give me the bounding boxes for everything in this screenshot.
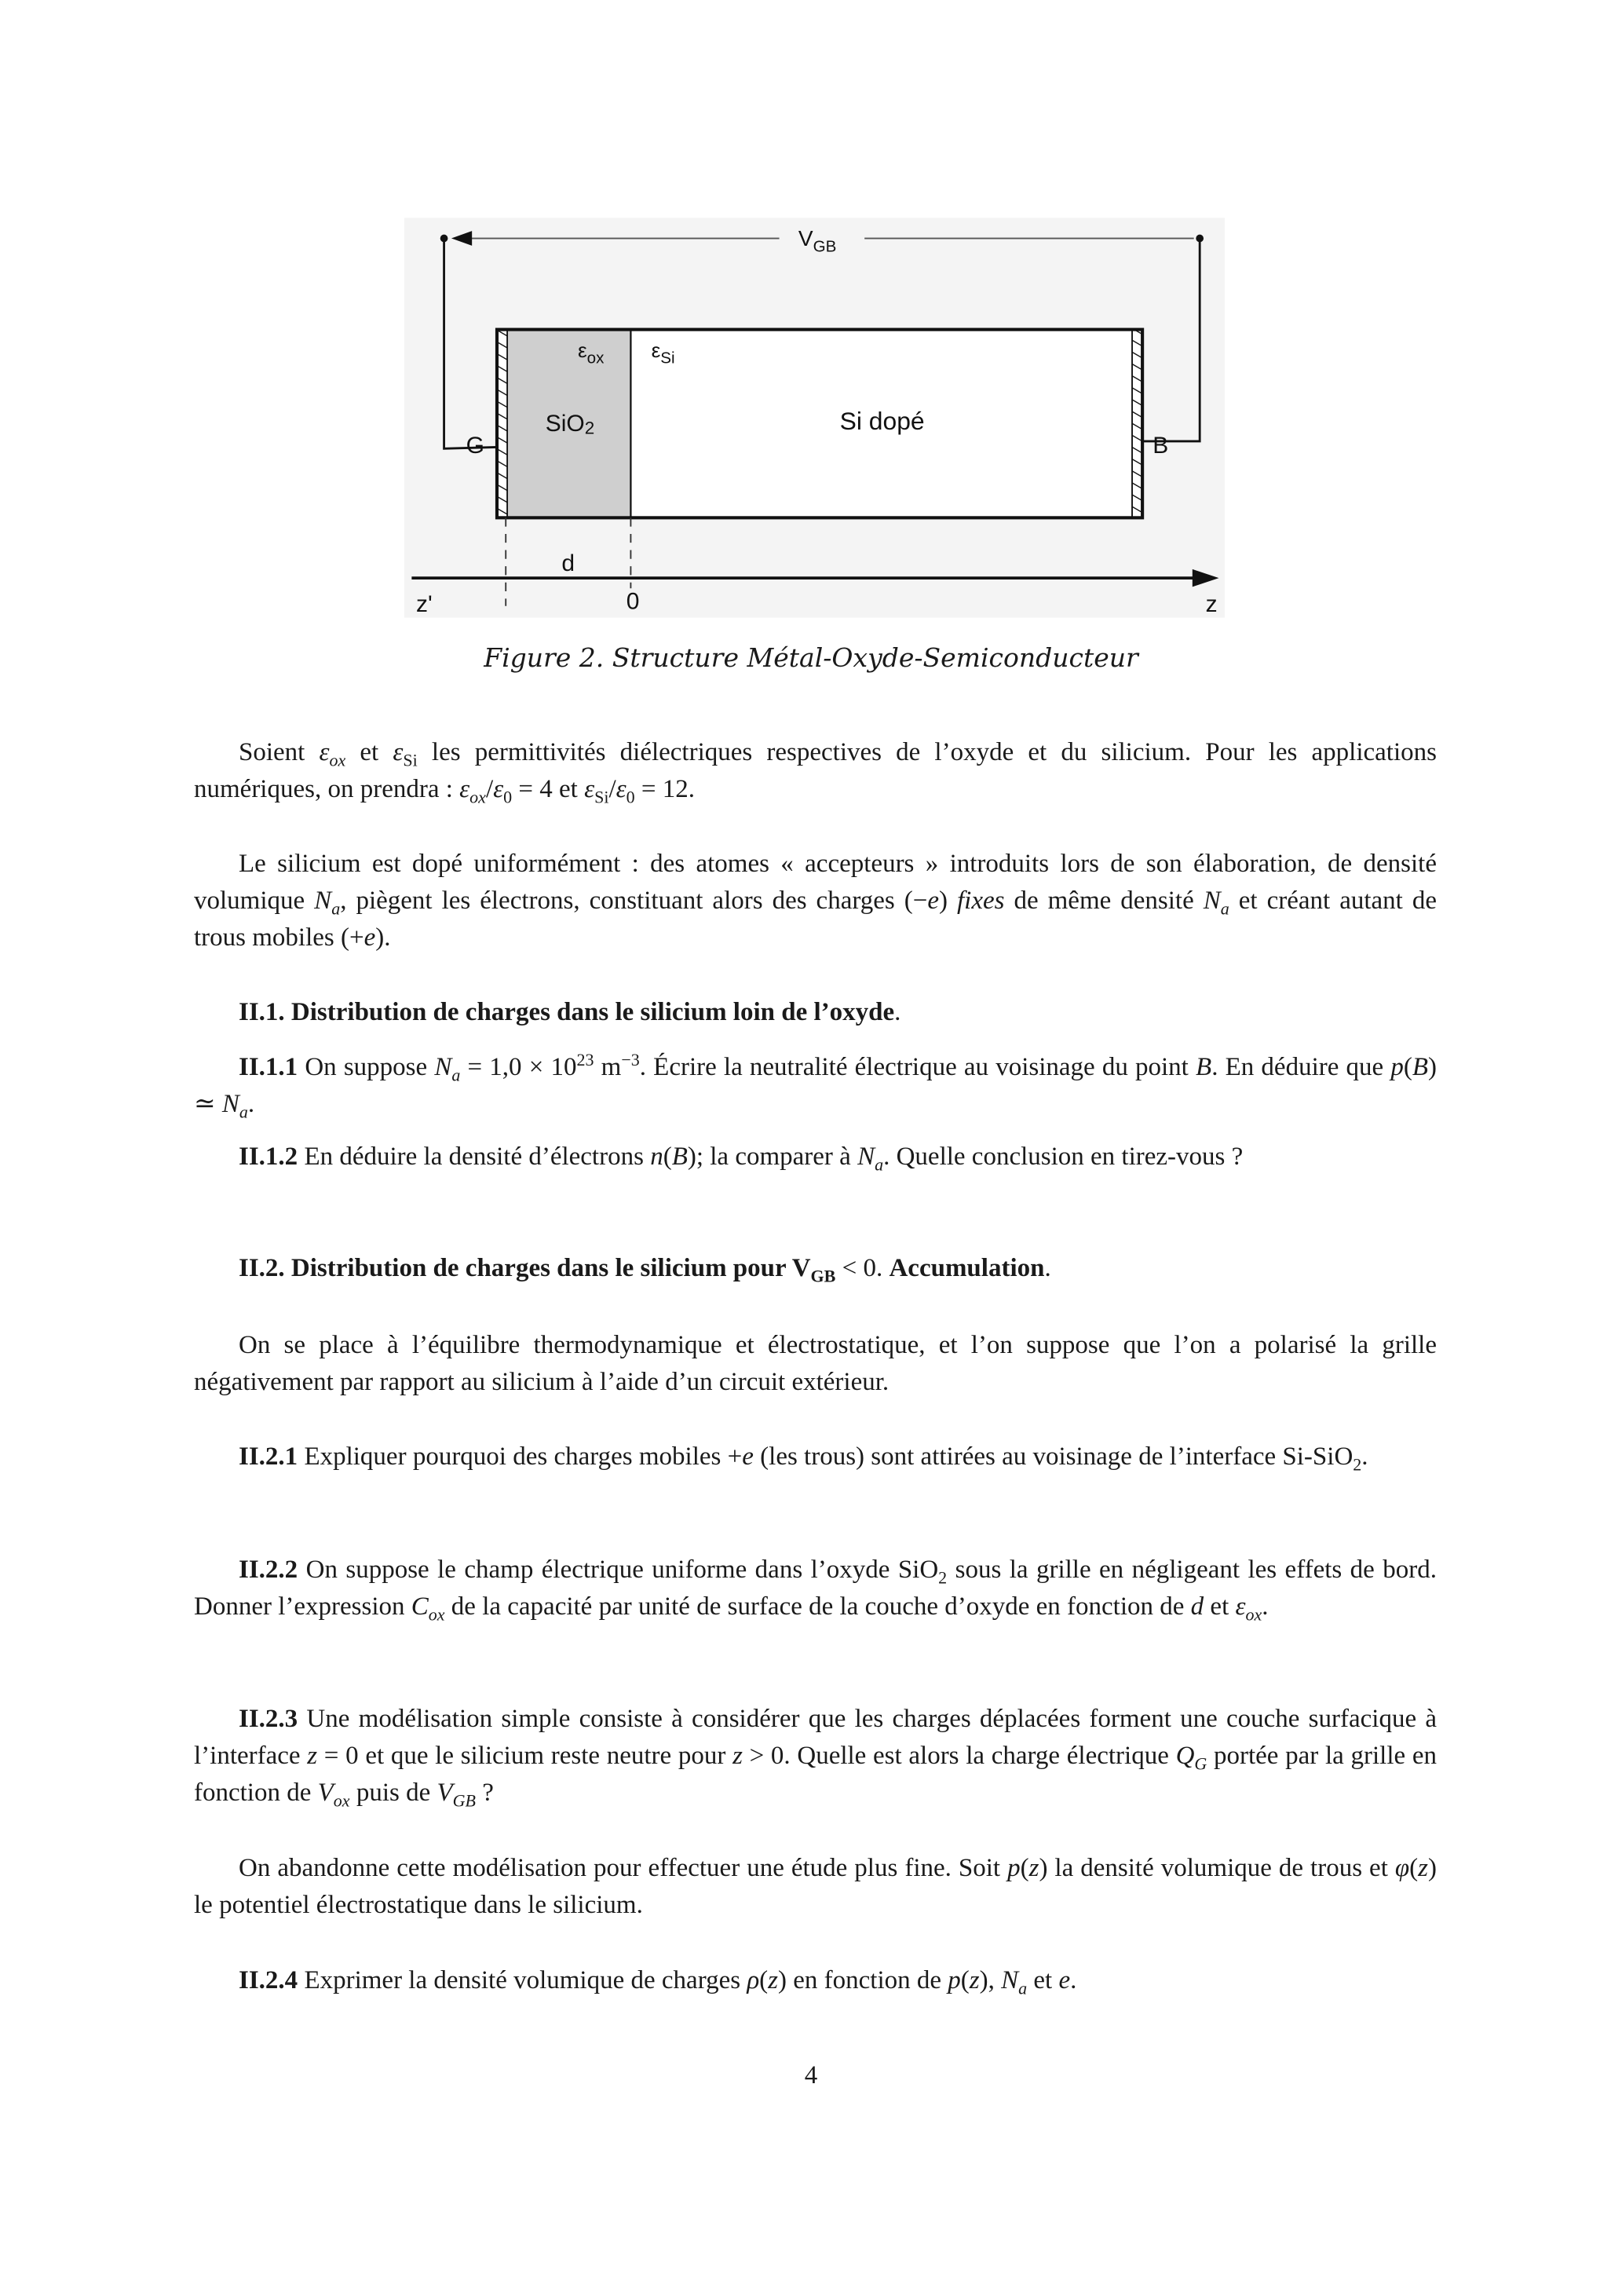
- text-run: Exprimer la densité volumique de charges: [298, 1966, 747, 1994]
- text-run: = 12.: [634, 775, 695, 803]
- text-run: .: [1070, 1966, 1077, 1994]
- script-text: 0: [626, 787, 635, 807]
- script-text: −3: [621, 1050, 640, 1069]
- bulk-label: B: [1153, 432, 1169, 459]
- question-II-1-1: [194, 1049, 1437, 1123]
- text-run: . Écrire la neutralité électrique au voisinage du point: [639, 1053, 1196, 1081]
- text-run: On abandonne cette modélisation pour effectuer une étude plus fine. Soit: [239, 1854, 1008, 1882]
- text-run: = 0 et que le silicium reste neutre pour: [317, 1742, 733, 1770]
- text-run: portée par la grille en fonction de: [194, 1742, 1437, 1807]
- question-II-2-2: [194, 1552, 1437, 1625]
- bold-label: Accumulation: [889, 1254, 1045, 1282]
- text-run: .: [1361, 1442, 1368, 1471]
- text-run: . En déduire que: [1211, 1053, 1391, 1081]
- question-II-1-2: [194, 1139, 1437, 1175]
- eps-ox-label: $\varepsilon_{ox}$: [577, 338, 605, 367]
- bold-label: II.1. Distribution de charges dans le silicium loin de l’oxyde: [239, 998, 895, 1026]
- text-run: ),: [979, 1966, 1002, 1994]
- math-symbol: p: [1390, 1053, 1404, 1081]
- text-run: /: [485, 775, 494, 803]
- text-run: (: [1403, 1053, 1412, 1081]
- math-symbol: p: [1007, 1854, 1021, 1882]
- text-run: et: [345, 738, 393, 766]
- math-symbol: z: [732, 1742, 743, 1770]
- text-run: < 0.: [835, 1254, 890, 1282]
- script-text: a: [331, 898, 341, 919]
- text-run: .: [1262, 1592, 1269, 1621]
- bold-label: II.1.2: [239, 1143, 298, 1171]
- text-run: = 4 et: [512, 775, 585, 803]
- si-dope-label: Si dopé: [839, 406, 925, 435]
- script-text: ox: [428, 1604, 445, 1625]
- text-run: ) en fonction de: [778, 1966, 948, 1994]
- math-symbol: e: [927, 887, 939, 915]
- script-text: a: [239, 1102, 248, 1122]
- script-text: 2: [938, 1567, 948, 1588]
- script-text: a: [1220, 898, 1229, 919]
- text-run: On suppose: [298, 1053, 435, 1081]
- math-symbol: z: [1028, 1854, 1039, 1882]
- question-II-2-1: [194, 1439, 1437, 1475]
- text-run: puis de: [349, 1779, 437, 1807]
- math-symbol: Q: [1175, 1742, 1195, 1770]
- text-run: ).: [375, 923, 391, 952]
- math-symbol: ε: [459, 775, 470, 803]
- math-symbol: N: [857, 1143, 875, 1171]
- text-run: (: [1409, 1854, 1419, 1882]
- text-run: et: [1027, 1966, 1059, 1994]
- z-label: z: [1205, 591, 1218, 618]
- question-II-2-4: [194, 1962, 1437, 1999]
- bold-label: II.2.3: [239, 1705, 298, 1733]
- script-text: a: [875, 1154, 884, 1175]
- math-symbol: ε: [584, 775, 595, 803]
- script-text: GB: [452, 1790, 476, 1811]
- script-text: 0: [503, 787, 513, 807]
- text-run: Soient: [239, 738, 320, 766]
- text-run: m: [594, 1053, 622, 1081]
- text-run: On se place à l’équilibre thermodynamique et électrostatique, et l’on suppose que l’on a polarisé la grille négativement par rapport au silicium à l’aide d’un circuit extérieur.: [194, 1331, 1437, 1396]
- text-run: ) ≃: [194, 1053, 1438, 1118]
- text-run: .: [894, 998, 901, 1026]
- text-run: .: [247, 1090, 255, 1118]
- text-run: ) la densité volumique de trous et: [1039, 1854, 1395, 1882]
- math-symbol: ε: [393, 738, 404, 766]
- intro-fine-study: [194, 1850, 1437, 1924]
- script-text: ox: [469, 787, 486, 807]
- text-run: En déduire la densité d’électrons: [298, 1143, 651, 1171]
- bold-label: II.2. Distribution de charges dans le silicium pour V: [239, 1254, 811, 1282]
- math-symbol: n: [650, 1143, 663, 1171]
- eps-si-label: $\varepsilon_{Si}$: [651, 338, 675, 367]
- heading-II-2: [194, 1250, 1437, 1287]
- math-symbol: ρ: [747, 1966, 760, 1994]
- intro-permittivity: [194, 734, 1437, 808]
- script-text: 2: [1353, 1454, 1362, 1475]
- text-run: ?: [475, 1779, 494, 1807]
- math-symbol: z: [969, 1966, 980, 1994]
- script-text: a: [451, 1065, 461, 1085]
- heading-II-1: [194, 994, 1437, 1031]
- text-run: (: [1020, 1854, 1029, 1882]
- math-symbol: p: [948, 1966, 961, 1994]
- text-run: .: [1044, 1254, 1051, 1282]
- math-symbol: d: [1190, 1592, 1204, 1621]
- math-symbol: C: [411, 1592, 429, 1621]
- script-text: ox: [1245, 1604, 1262, 1625]
- text-run: Expliquer pourquoi des charges mobiles +: [298, 1442, 743, 1471]
- math-symbol: ε: [616, 775, 627, 803]
- math-symbol: e: [363, 923, 376, 952]
- text-run: de la capacité par unité de surface de la couche d’oxyde en fonction de: [444, 1592, 1191, 1621]
- bold-label: II.2.1: [239, 1442, 298, 1471]
- math-symbol: e: [1058, 1966, 1071, 1994]
- text-run: , piègent les électrons, constituant alors des charges (−: [340, 887, 928, 915]
- mos-structure-figure: [404, 218, 1225, 618]
- math-symbol: z: [768, 1966, 779, 1994]
- script-text: 23: [576, 1050, 594, 1069]
- text-run: sous la grille en négligeant les effets de bord. Donner l’expression: [194, 1556, 1437, 1621]
- z-prime-label: z': [415, 591, 433, 618]
- text-run: et créant autant de trous mobiles (+: [194, 887, 1437, 952]
- text-run: ); la comparer à: [687, 1143, 858, 1171]
- text-run: (: [960, 1966, 970, 1994]
- script-text: Si: [403, 750, 418, 770]
- math-symbol: B: [1196, 1053, 1212, 1081]
- bold-label: II.2.2: [239, 1556, 298, 1584]
- text-run: . Quelle conclusion en tirez-vous ?: [883, 1143, 1244, 1171]
- text-run: de même densité: [1004, 887, 1204, 915]
- text-run: (les trous) sont attirées au voisinage de l’interface Si-SiO: [753, 1442, 1353, 1471]
- intro-accumulation: [194, 1327, 1437, 1401]
- text-run: (: [663, 1143, 672, 1171]
- math-symbol: B: [671, 1143, 688, 1171]
- math-symbol: N: [1001, 1966, 1019, 1994]
- math-symbol: N: [221, 1090, 239, 1118]
- thickness-d-label: d: [561, 550, 575, 576]
- math-symbol: B: [1412, 1053, 1429, 1081]
- math-symbol: V: [317, 1779, 334, 1807]
- math-symbol: N: [314, 887, 332, 915]
- math-symbol: V: [437, 1779, 453, 1807]
- bold-label: II.1.1: [239, 1053, 298, 1081]
- origin-label: 0: [626, 588, 640, 615]
- text-run: ): [939, 887, 957, 915]
- text-run: On suppose le champ électrique uniforme dans l’oxyde SiO: [298, 1556, 939, 1584]
- script-text: ox: [329, 750, 346, 770]
- mos-diagram: [404, 218, 1225, 618]
- question-II-2-3: [194, 1701, 1437, 1812]
- text-run: > 0. Quelle est alors la charge électrique: [742, 1742, 1176, 1770]
- math-symbol: e: [742, 1442, 754, 1471]
- text-run: /: [608, 775, 616, 803]
- script-text: Si: [594, 787, 609, 807]
- math-symbol: N: [1203, 887, 1221, 915]
- math-symbol: φ: [1394, 1854, 1410, 1882]
- sio2-label: SiO2: [545, 410, 595, 438]
- script-text: a: [1018, 1978, 1028, 1998]
- intro-doping: [194, 846, 1437, 956]
- math-symbol: ε: [493, 775, 504, 803]
- math-symbol: fixes: [957, 887, 1005, 915]
- script-text: G: [1194, 1753, 1207, 1774]
- figure-caption: Figure 2. Structure Métal-Oxyde-Semiconducteur: [484, 642, 1138, 673]
- text-run: Une modélisation simple consiste à considérer que les charges déplacées forment une couche surfacique à l’interface: [194, 1705, 1437, 1770]
- gate-label: G: [466, 432, 484, 459]
- page-number: 4: [804, 2061, 818, 2089]
- bold-label: II.2.4: [239, 1966, 298, 1994]
- text-run: les permittivités diélectriques respectives de l’oxyde et du silicium. Pour les applications numériques, on prendra :: [194, 738, 1437, 803]
- math-symbol: N: [434, 1053, 452, 1081]
- text-run: = 1,0 × 10: [460, 1053, 577, 1081]
- vgb-label: $V_{GB}$: [798, 225, 837, 256]
- math-symbol: z: [307, 1742, 318, 1770]
- math-symbol: ε: [319, 738, 330, 766]
- script-text: ox: [333, 1790, 350, 1811]
- script-text: GB: [810, 1266, 836, 1286]
- math-symbol: ε: [1235, 1592, 1246, 1621]
- text-run: ) le potentiel électrostatique dans le silicium.: [194, 1854, 1437, 1919]
- math-symbol: z: [1418, 1854, 1428, 1882]
- text-run: et: [1204, 1592, 1236, 1621]
- text-run: Le silicium est dopé uniformément : des atomes « accepteurs » introduits lors de son élaboration, de densité volumique: [194, 850, 1437, 915]
- text-run: (: [759, 1966, 769, 1994]
